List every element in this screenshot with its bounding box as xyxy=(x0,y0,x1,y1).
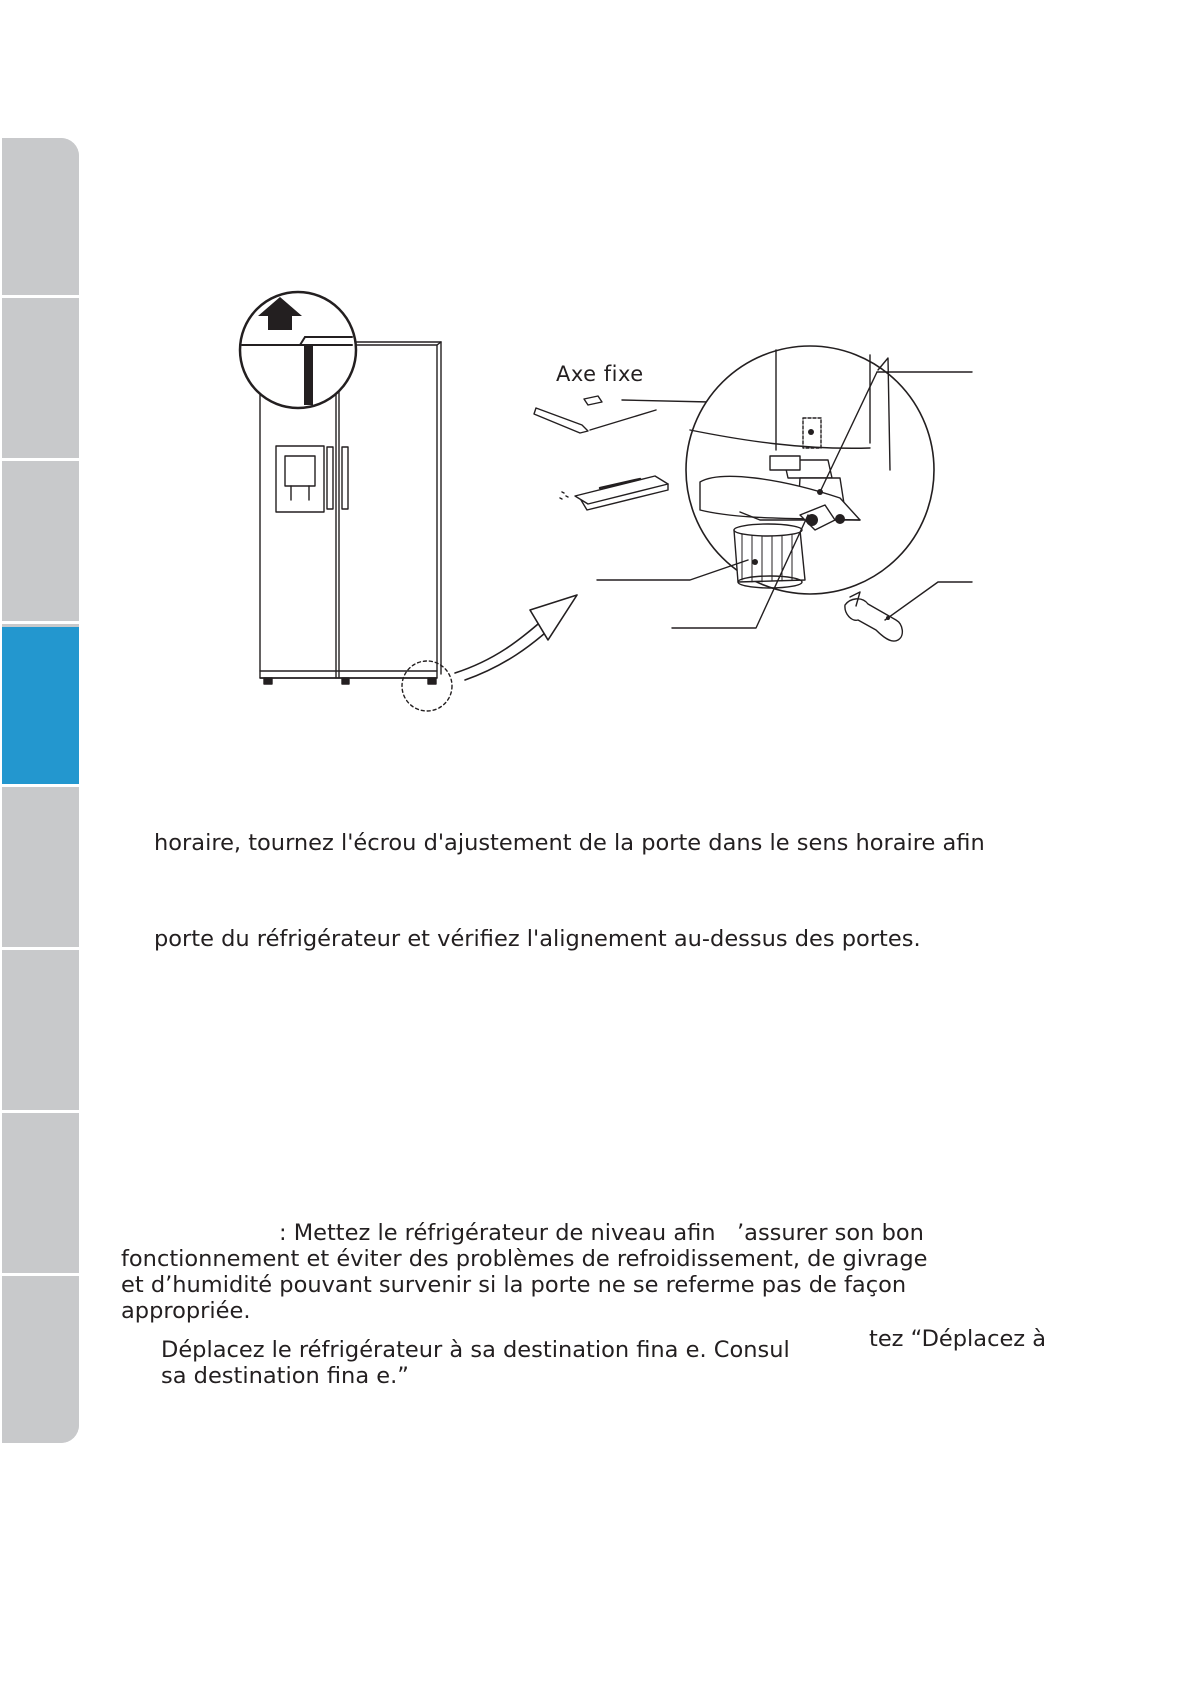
wrench-icon xyxy=(845,582,972,641)
note-line-1: : Mettez le réfrigérateur de niveau afin ’assurer son bon xyxy=(279,1220,924,1246)
note-line-4: appropriée. xyxy=(121,1298,251,1324)
section-tab-5[interactable] xyxy=(2,790,79,950)
note-line-3: et d’humidité pouvant survenir si la porte ne se referme pas de façon xyxy=(121,1272,907,1298)
section-tab-6[interactable] xyxy=(2,953,79,1113)
lift-door-detail xyxy=(240,292,356,408)
note-line-2: fonctionnement et éviter des problèmes de refroidissement, de givrage xyxy=(121,1246,928,1272)
door-adjustment-illustration xyxy=(0,0,1190,760)
section-tab-7[interactable] xyxy=(2,1116,79,1276)
fixed-pin-parts xyxy=(534,396,668,510)
step-line-1a: Déplacez le réfrigérateur à sa destination fina e. Consul xyxy=(161,1337,790,1363)
section-tab-8[interactable] xyxy=(2,1279,79,1443)
adjust-text-line-1: horaire, tournez l'écrou d'ajustement de la porte dans le sens horaire afin xyxy=(154,830,985,856)
hinge-detail-circle xyxy=(686,346,934,594)
curved-arrow-icon xyxy=(455,595,577,680)
step-line-2: sa destination fina e.” xyxy=(161,1363,409,1389)
leader-line-foot xyxy=(597,560,748,580)
adjust-text-line-2: porte du réfrigérateur et vérifiez l'alignement au-dessus des portes. xyxy=(154,926,921,952)
step-line-1b: tez “Déplacez à xyxy=(869,1326,1047,1352)
fixed-axis-label: Axe fixe xyxy=(556,362,644,386)
